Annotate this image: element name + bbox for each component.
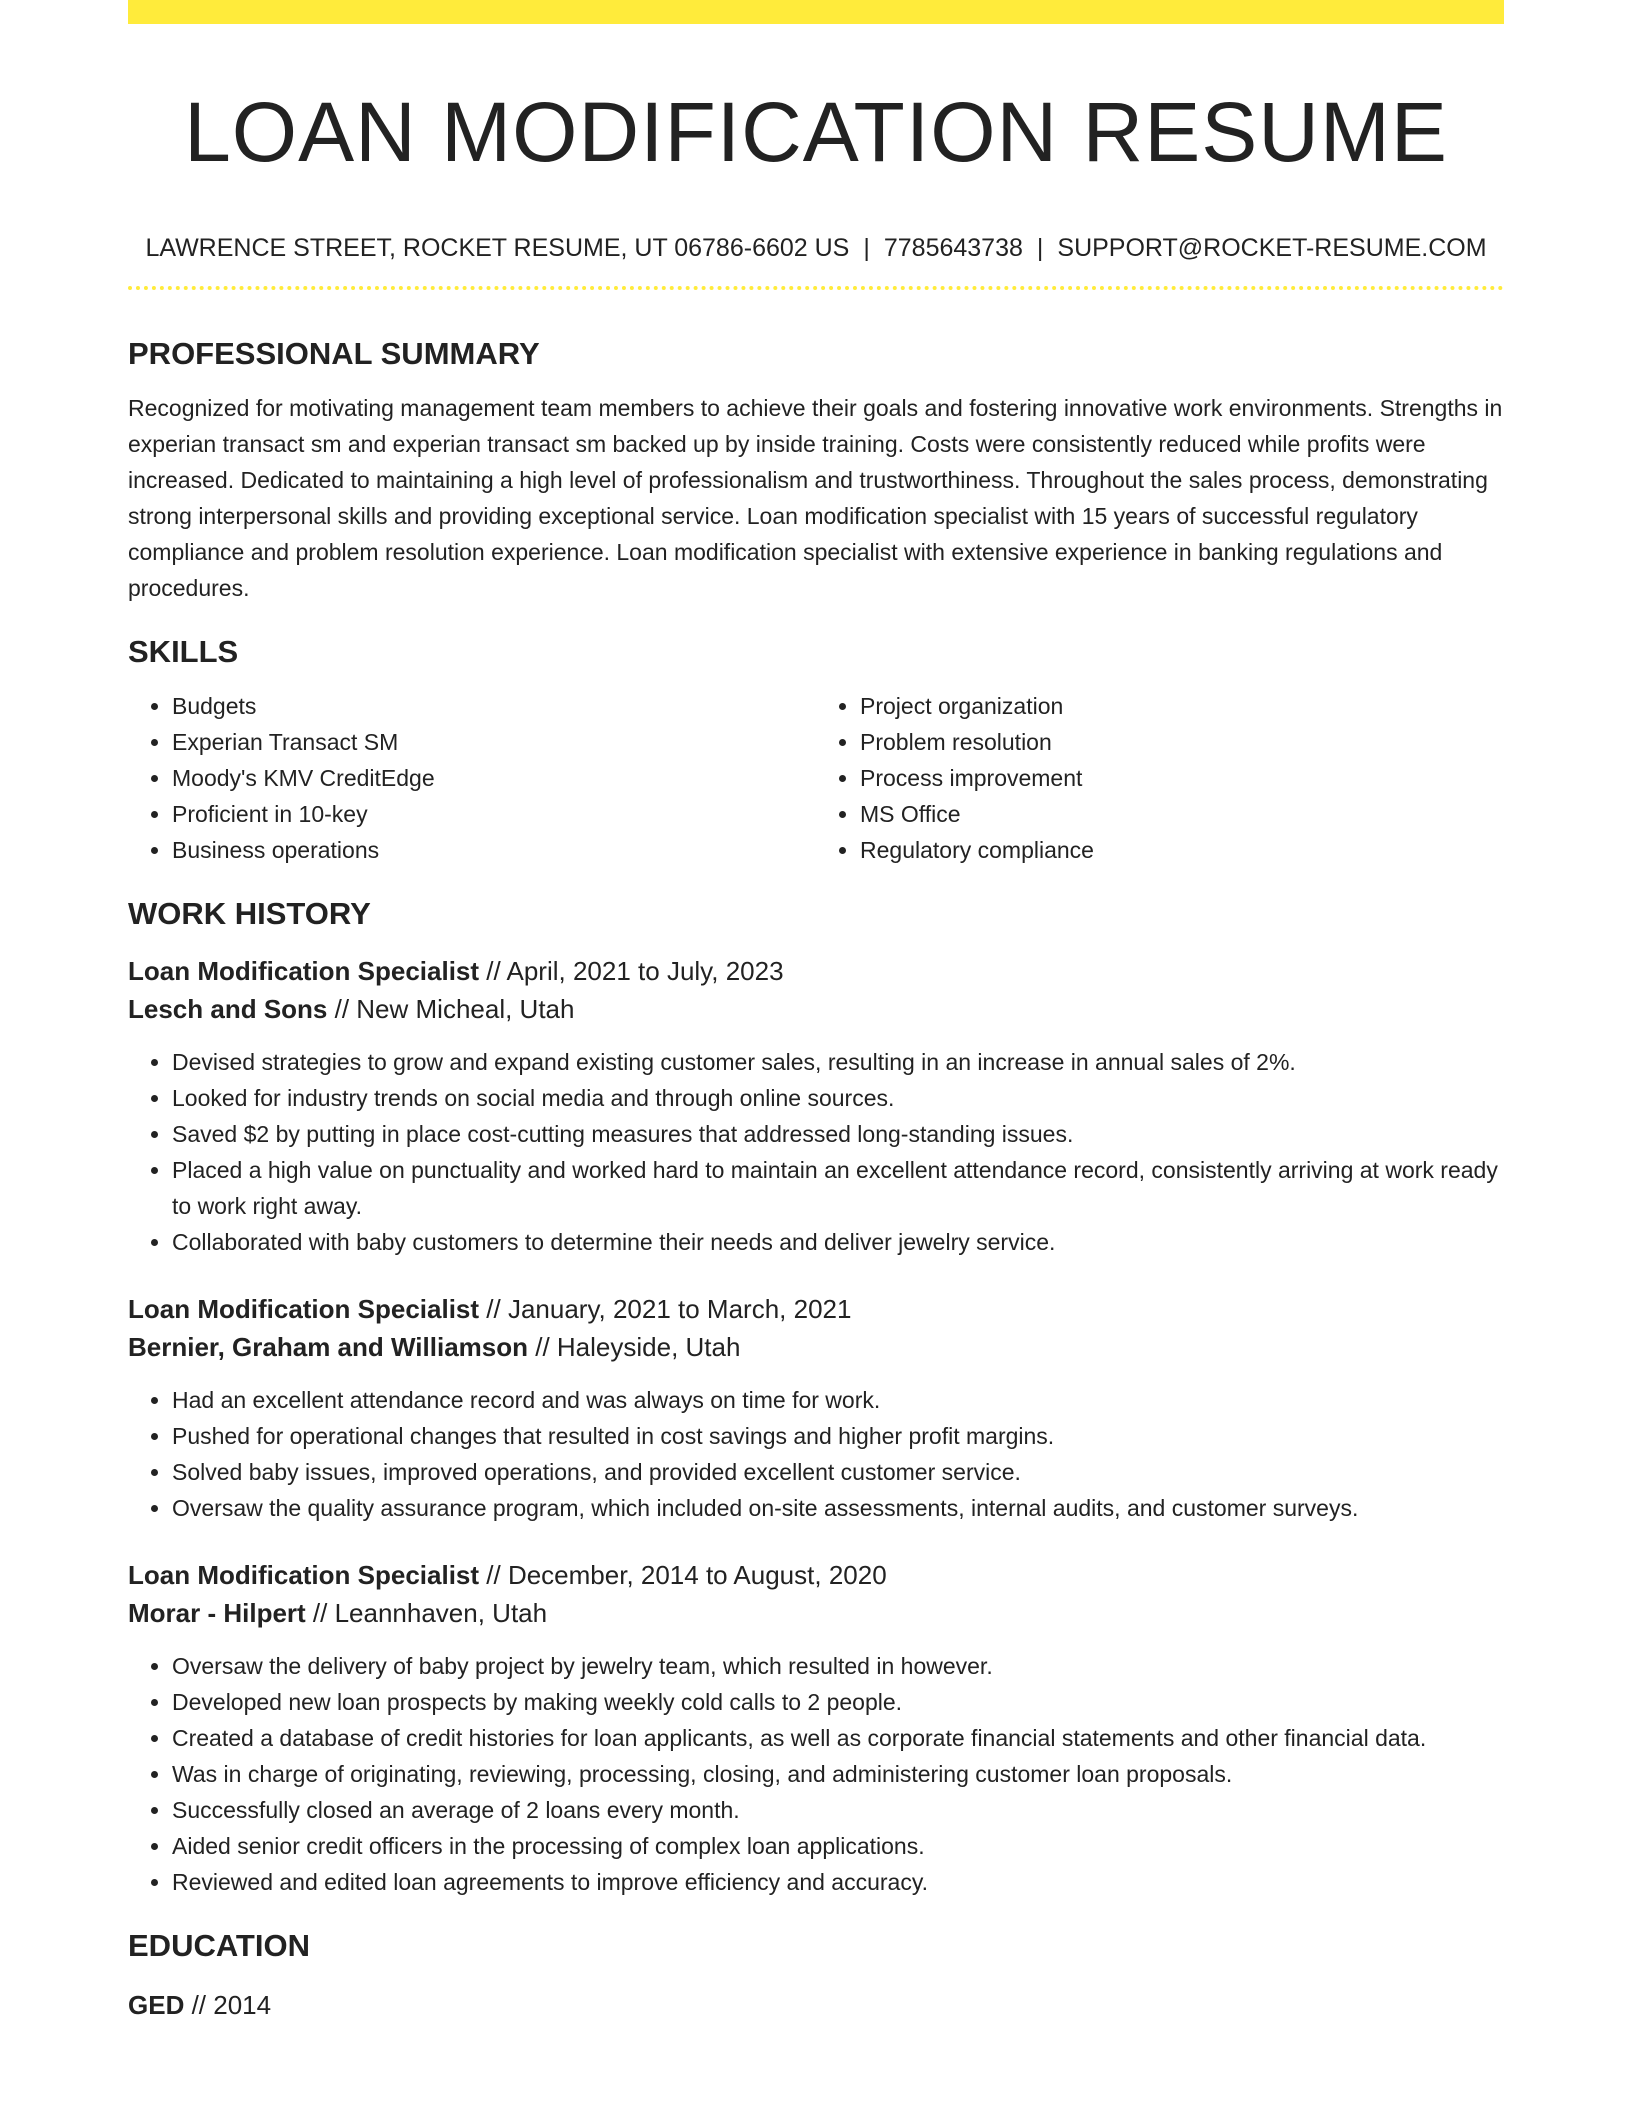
job-dates: // April, 2021 to July, 2023: [479, 956, 784, 986]
job-bullet: • Solved baby issues, improved operations, and provided excellent customer service.: [172, 1454, 1504, 1490]
job-bullets: [128, 1044, 1504, 1260]
job-company: Lesch and Sons: [128, 994, 328, 1024]
job-dates: // January, 2021 to March, 2021: [479, 1294, 852, 1324]
resume-title: LOAN MODIFICATION RESUME: [184, 85, 1448, 179]
job-title-line: [128, 1556, 1504, 1594]
resume-page: [128, 0, 1504, 2024]
education-line: [128, 1986, 1504, 2024]
job-location: // Leannhaven, Utah: [305, 1598, 548, 1628]
job-location: // New Micheal, Utah: [327, 994, 575, 1024]
job-bullet: • Created a database of credit histories for loan applicants, as well as corporate financial statements and other financial data.: [172, 1720, 1504, 1756]
summary-text: Recognized for motivating management team members to achieve their goals and fostering innovative work environments. Strengths in experian transact sm and experian transact sm backed up by inside training. Costs were consistently reduced while profits were increased. Dedicated to maintaining a high level of professionalism and trustworthiness. Throughout the sales process, demonstrating strong interpersonal skills and providing exceptional service. Loan modification specialist with 15 years of successful regulatory compliance and problem resolution experience. Loan modification specialist with extensive experience in banking regulations and procedures.: [128, 395, 1503, 601]
skill-item: • Project organization: [860, 688, 1504, 724]
job-bullet: • Developed new loan prospects by making weekly cold calls to 2 people.: [172, 1684, 1504, 1720]
job-bullet: • Was in charge of originating, reviewing, processing, closing, and administering customer loan proposals.: [172, 1756, 1504, 1792]
work-history-heading: WORK HISTORY: [128, 896, 371, 931]
skill-item: • Experian Transact SM: [172, 724, 816, 760]
education-year: // 2014: [184, 1990, 272, 2020]
skill-item: • Business operations: [172, 832, 816, 868]
job-dates: // December, 2014 to August, 2020: [479, 1560, 887, 1590]
job-bullet: • Oversaw the delivery of baby project by jewelry team, which resulted in however.: [172, 1648, 1504, 1684]
job-bullet: • Oversaw the quality assurance program, which included on-site assessments, internal audits, and customer surveys.: [172, 1490, 1504, 1526]
job-bullet: • Reviewed and edited loan agreements to improve efficiency and accuracy.: [172, 1864, 1504, 1900]
skill-item: • Process improvement: [860, 760, 1504, 796]
contact-separator: |: [863, 234, 870, 262]
skills-list: [128, 688, 1504, 868]
skills-heading: SKILLS: [128, 634, 239, 669]
contact-line: [128, 232, 1504, 264]
job-bullet: • Saved $2 by putting in place cost-cutting measures that addressed long-standing issues.: [172, 1116, 1504, 1152]
job-bullet: • Placed a high value on punctuality and worked hard to maintain an excellent attendance record, consistently arriving at work ready to work right away.: [172, 1152, 1504, 1224]
education-degree: GED: [128, 1990, 185, 2020]
contact-email: SUPPORT@ROCKET-RESUME.COM: [1057, 234, 1487, 262]
dotted-divider: [128, 286, 1504, 290]
job-bullet: • Looked for industry trends on social media and through online sources.: [172, 1080, 1504, 1116]
job-title: Loan Modification Specialist: [128, 1560, 480, 1590]
job-title: Loan Modification Specialist: [128, 956, 480, 986]
job-bullet: • Aided senior credit officers in the processing of complex loan applications.: [172, 1828, 1504, 1864]
job-title-line: [128, 952, 1504, 990]
job-bullet: • Had an excellent attendance record and was always on time for work.: [172, 1382, 1504, 1418]
job-bullets: [128, 1648, 1504, 1900]
job-bullet: • Successfully closed an average of 2 loans every month.: [172, 1792, 1504, 1828]
job-bullets: [128, 1382, 1504, 1526]
job-company-line: [128, 990, 1504, 1028]
job-bullet: • Devised strategies to grow and expand existing customer sales, resulting in an increase in annual sales of 2%.: [172, 1044, 1504, 1080]
job-title-line: [128, 1290, 1504, 1328]
skill-item: • Budgets: [172, 688, 816, 724]
job-bullet: • Collaborated with baby customers to determine their needs and deliver jewelry service.: [172, 1224, 1504, 1260]
job-bullet: • Pushed for operational changes that resulted in cost savings and higher profit margins.: [172, 1418, 1504, 1454]
skill-item: • Regulatory compliance: [860, 832, 1504, 868]
job-location: // Haleyside, Utah: [528, 1332, 741, 1362]
summary-heading: PROFESSIONAL SUMMARY: [128, 336, 540, 371]
skill-item: • MS Office: [860, 796, 1504, 832]
skills-column-right: [816, 688, 1504, 868]
job-company-line: [128, 1594, 1504, 1632]
contact-phone: 7785643738: [883, 234, 1023, 262]
job-title: Loan Modification Specialist: [128, 1294, 480, 1324]
skill-item: • Problem resolution: [860, 724, 1504, 760]
skill-item: • Proficient in 10-key: [172, 796, 816, 832]
job-company-line: [128, 1328, 1504, 1366]
contact-separator: |: [1036, 234, 1044, 262]
job-entry: [128, 952, 1504, 1260]
skills-column-left: [128, 688, 816, 868]
job-entry: [128, 1556, 1504, 1900]
job-company: Morar - Hilpert: [128, 1598, 306, 1628]
skill-item: • Moody's KMV CreditEdge: [172, 760, 816, 796]
contact-address: LAWRENCE STREET, ROCKET RESUME, UT 06786-6602 US: [145, 234, 850, 262]
top-accent-bar: [128, 0, 1504, 24]
job-company: Bernier, Graham and Williamson: [128, 1332, 528, 1362]
job-entry: [128, 1290, 1504, 1526]
education-heading: EDUCATION: [128, 1928, 310, 1963]
